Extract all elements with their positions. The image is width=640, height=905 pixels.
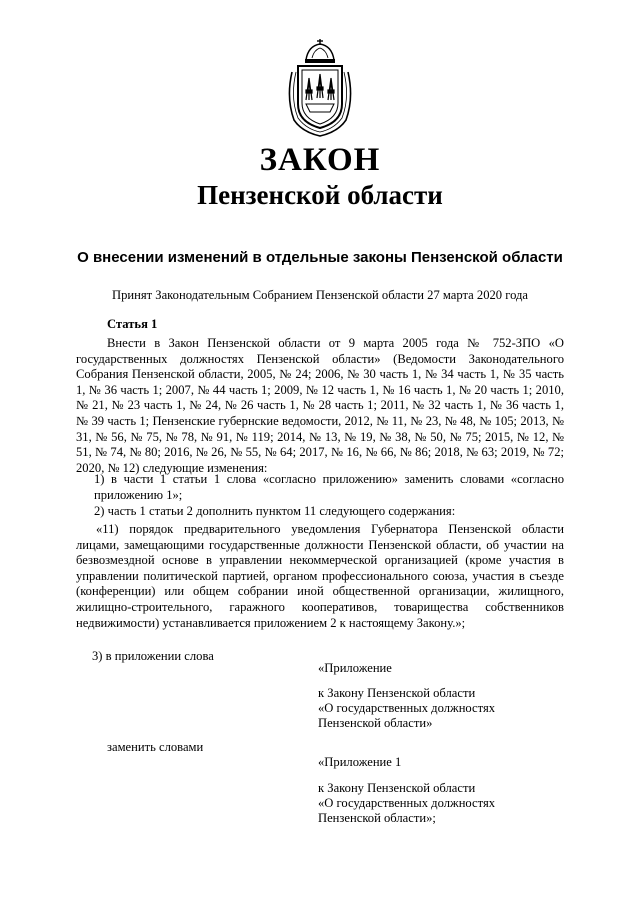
old-appendix-ref-1: к Закону Пензенской области: [318, 686, 476, 700]
coat-of-arms-icon: [284, 38, 356, 138]
new-appendix-heading: «Приложение 1: [318, 755, 402, 769]
amendment-item-3: 3) в приложении слова: [92, 649, 214, 663]
amendment-item-1: 1) в части 1 статьи 1 слова «согласно приложению» заменить словами «согласно приложению 1»;: [94, 472, 564, 502]
old-appendix-heading: «Приложение: [318, 661, 392, 675]
article-intro: Внести в Закон Пензенской области от 9 марта 2005 года № 752-ЗПО «О государственных должностях Пензенской области» (Ведомости Законодательного Собрания Пензенской области, 2005, № 24; 2006, № 30 часть 1, № 34 часть 1, № 35 часть 1, № 36 часть 1; 2007, № 44 часть 1; 2009, № 12 часть 1, № 16 часть 1, № 20 часть 1; 2010, № 21, № 23 часть 1, № 24, № 26 часть 1, № 28 часть 1; 2011, № 32 часть 1, № 36 часть 1, № 39 часть 1; Пензенские губернские ведомости, 2012, № 11, № 23, № 48, № 105; 2013, № 31, № 56, № 75, № 78, № 91, № 119; 2014, № 13, № 19, № 38, № 50, № 75; 2015, № 12, № 51, № 74, № 80; 2016, № 26, № 55, № 64; 2017, № 16, № 66, № 86; 2018, № 63; 2019, № 72; 2020, № 12) следующие изменения:: [76, 336, 564, 475]
new-appendix-ref-3: Пензенской области»;: [318, 811, 436, 825]
law-subject: О внесении изменений в отдельные законы Пензенской области: [77, 249, 563, 266]
amendment-item-2-text: «11) порядок предварительного уведомления Губернатора Пензенской области лицами, замещающими государственные должности Пензенской области, об участии на безвозмездной основе в управлении некоммерческой организацией (кроме участия в управлении политической партией, органом профессионального союза, участия в съезде (конференции) или общем собрании иной общественной организации, жилищного, жилищно-строительного, гаражного кооперативов, товарищества собственников недвижимости) устанавливается приложением 2 к настоящему Закону.»;: [76, 522, 564, 630]
old-appendix-ref-2: «О государственных должностях: [318, 701, 496, 715]
new-appendix-ref-1: к Закону Пензенской области: [318, 781, 476, 795]
article-heading: Статья 1: [107, 317, 158, 331]
new-appendix-ref-2: «О государственных должностях: [318, 796, 496, 810]
amendment-item-2: 2) часть 1 статьи 2 дополнить пунктом 11 следующего содержания:: [94, 504, 456, 518]
old-appendix-ref-3: Пензенской области»: [318, 716, 433, 730]
replace-label: заменить словами: [107, 740, 204, 754]
region-title: Пензенской области: [197, 180, 443, 210]
law-title: ЗАКОН: [259, 142, 381, 178]
adoption-line: Принят Законодательным Собранием Пензенской области 27 марта 2020 года: [111, 288, 529, 302]
